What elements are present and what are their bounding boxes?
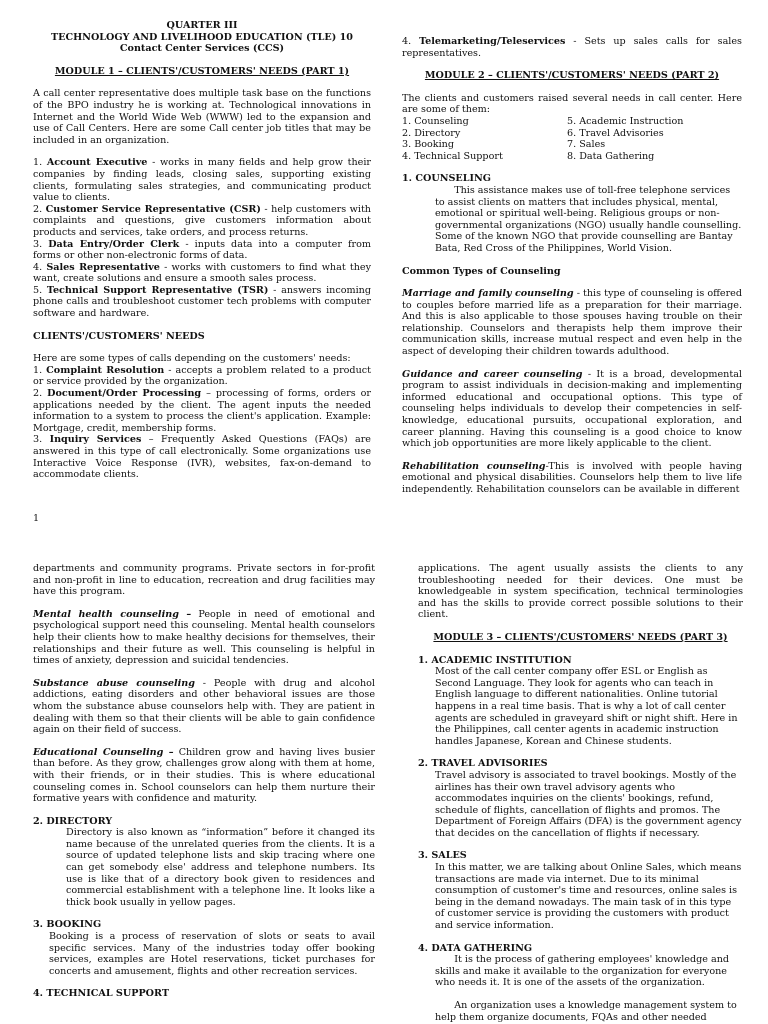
module1-intro: A call center representative does multiple task base on the functions of the BPO industry he is working at. Technological innovations in Internet and the World Wide Web (WWW) led to the expansion and use of Call Centers. Here are some Call center job titles that may be included in an organization. xyxy=(33,88,371,146)
list-item: 8. Data Gathering xyxy=(567,150,655,162)
job-title: Customer Service Representative (CSR) xyxy=(45,203,261,215)
job-number: 5. xyxy=(33,284,43,296)
module2-intro: The clients and customers raised several needs in call center. Here are some of them: xyxy=(402,92,742,116)
job-item-account-executive xyxy=(33,157,371,203)
module3-title: MODULE 3 – CLIENTS'/CUSTOMERS' NEEDS (PART 3) xyxy=(433,631,728,643)
needs-intro: Here are some types of calls depending on the customers' needs: xyxy=(33,353,351,365)
term: Marriage and family counseling xyxy=(402,288,574,300)
call-number: 3. xyxy=(33,434,43,446)
guidance-counseling xyxy=(402,369,742,450)
job-item-sales-rep xyxy=(33,262,371,285)
substance-counseling xyxy=(33,678,375,736)
list-item: 6. Travel Advisories xyxy=(567,127,664,139)
call-item-document xyxy=(33,388,371,434)
job-number: 2. xyxy=(33,203,43,215)
job-desc: - works with customers to find what they want, create solutions and ensure a smooth sales process. xyxy=(33,261,371,285)
travel-heading: 2. TRAVEL ADVISORIES xyxy=(418,758,548,770)
definition: - It is a broad, developmental program to assist individuals in decision-making and implementing informed educational and occupational options. This type of counseling helps individuals to develop their competencies in self-knowledge, educational pursuits, occupational exploration, and career planning. Having this counseling is a good choice to know which job opportunities are more likely applicable to the client. xyxy=(402,368,743,450)
data-gathering-body-2: An organization uses a knowledge management system to help them organize documents, FQAs and other needed xyxy=(435,1000,737,1023)
job-desc: - help customers with complaints and questions, give customers information about products and services, take orders, and process returns. xyxy=(33,203,371,238)
list-item: 5. Academic Instruction xyxy=(567,115,684,127)
term: Mental health counseling – xyxy=(33,608,192,620)
list-item: 2. Directory xyxy=(402,127,461,139)
needs-list-right xyxy=(567,116,737,162)
job-title: Sales Representative xyxy=(46,261,160,273)
counseling-heading: 1. COUNSELING xyxy=(402,173,491,185)
list-item: 4. Technical Support xyxy=(402,150,503,162)
definition: People in need of emotional and psychological support need this counseling. Mental health counselors help their clients how to make healthy decisions for themselves, their relationships and their future as well. This counseling is helpful in times of anxiety, depression and suicidal tendencies. xyxy=(33,608,375,667)
call-title: Document/Order Processing xyxy=(47,388,202,400)
job-number: 4. xyxy=(33,261,43,273)
call-number: 4. xyxy=(402,36,412,47)
call-desc: - accepts a problem related to a product or service provided by the organization. xyxy=(33,364,371,388)
call-title: Inquiry Services xyxy=(49,434,142,446)
tech-support-heading: 4. TECHNICAL SUPPORT xyxy=(33,988,169,1000)
definition: - People with drug and alcohol addictions, eating disorders and other behavioral issues are those whom the substance abuse counselors help with. They are patient in dealing with them so that their clients will be able to gain confidence again on their field of success. xyxy=(33,677,375,736)
job-title: Data Entry/Order Clerk xyxy=(48,238,180,250)
counseling-body: This assistance makes use of toll-free telephone services to assist clients on matters that includes physical, mental, emotional or spiritual well-being. Religious groups or non-governmental organizations (NGO) usually handle counselling. Some of the known NGO that provide counselling are Bantay Bata, Red Cross of the Philippines, World Vision. xyxy=(435,184,742,254)
term: Guidance and career counseling xyxy=(402,368,583,380)
marriage-counseling xyxy=(402,288,742,358)
term: Rehabilitation counseling xyxy=(402,460,546,472)
list-item: 3. Booking xyxy=(402,139,455,151)
job-item-tsr xyxy=(33,285,371,320)
module1-title: MODULE 1 – CLIENTS'/CUSTOMERS' NEEDS (PART 1) xyxy=(54,65,350,77)
job-number: 3. xyxy=(33,238,43,250)
term: Substance abuse counseling xyxy=(33,677,195,689)
bottom-right-column xyxy=(418,563,743,1023)
job-item-csr xyxy=(33,204,371,239)
rehab-counseling xyxy=(402,461,742,496)
page-number: 1 xyxy=(33,513,40,524)
sales-body: In this matter, we are talking about Online Sales, which means transactions are made via internet. Due to its minimal consumption of customer's time and resources, online sales is being in the demand nowadays. The main task of in this type of customer service is providing the customers with product and service information. xyxy=(435,862,742,932)
call-title: Complaint Resolution xyxy=(46,364,165,376)
call-number: 1. xyxy=(33,364,43,376)
bottom-left-column xyxy=(33,563,375,1000)
needs-heading: CLIENTS'/CUSTOMERS' NEEDS xyxy=(33,330,205,342)
needs-list xyxy=(402,116,742,162)
call-title: Telemarketing/Teleservices xyxy=(419,36,566,47)
mental-counseling xyxy=(33,609,375,667)
rehab-continued: departments and community programs. Private sectors in for-profit and non-profit in line to education, recreation and drug facilities may have this program. xyxy=(33,563,375,598)
quarter-title: QUARTER III xyxy=(166,20,238,31)
directory-heading: 2. DIRECTORY xyxy=(33,815,113,827)
academic-body: Most of the call center company offer ESL or English as Second Language. They look for agents who can teach in English language to different nationalities. Online tutorial happens in a real time basis. That is why a lot of call center agents are scheduled in graveyard shift or night shift. Here in the Philippines, call center agents in academic instruction handles Japanese, Korean and Chinese students. xyxy=(435,666,738,747)
top-right-column xyxy=(402,36,742,496)
directory-body: Directory is also known as “information” before it changed its name because of the unrelated queries from the clients. It is a source of updated telephone lists and skip tracing where one can get somebody else' address and telephone numbers. Its use is like that of a directory book given to residences and commercial establishment with a telephone line. It looks like a thick book usually in yellow pages. xyxy=(66,827,375,908)
job-desc: - inputs data into a computer from forms or other non-electronic forms of data. xyxy=(33,238,371,262)
top-left-column xyxy=(33,20,371,481)
job-item-data-entry xyxy=(33,239,371,262)
tech-support-continued: applications. The agent usually assists the clients to any troubleshooting needed for their devices. One must be knowledgeable in system specification, technical terminologies and has the skills to provide correct possible solutions to their client. xyxy=(418,563,743,621)
job-titles-list xyxy=(33,157,371,319)
course-title: Contact Center Services (CCS) xyxy=(119,43,285,55)
definition: - this type of counseling is offered to couples before married life as a preparation for their marriage. And this is also applicable to those spouses having trouble on their relationship. Counselors and therapists help them improve their communication skills, increase mutual respect and even help in the aspect of developing their children towards adulthood. xyxy=(402,288,742,358)
call-desc: – Frequently Asked Questions (FAQs) are answered in this type of call electronically. Some organizations use Interactive Voice Response (IVR), websites, fax-on-demand to accommodate clients. xyxy=(33,434,371,481)
job-title: Technical Support Representative (TSR) xyxy=(46,284,269,296)
booking-body: Booking is a process of reservation of slots or seats to avail specific services. Many of the industries today offer booking services, examples are Hotel reservations, ticket purchases for concerts and amusement, flights and other recreation services. xyxy=(49,931,375,977)
types-heading: Common Types of Counseling xyxy=(402,265,561,277)
call-item-complaint xyxy=(33,365,371,388)
list-item: 7. Sales xyxy=(567,139,606,151)
call-item-telemarketing xyxy=(402,36,742,59)
list-item: 1. Counseling xyxy=(402,115,469,127)
job-desc: - answers incoming phone calls and troubleshoot customer tech problems with computer software and hardware. xyxy=(33,284,371,320)
call-number: 2. xyxy=(33,388,43,400)
sales-heading: 3. SALES xyxy=(418,850,467,862)
job-title: Account Executive xyxy=(46,157,148,169)
module2-title: MODULE 2 – CLIENTS'/CUSTOMERS' NEEDS (PART 2) xyxy=(424,70,720,82)
educational-counseling xyxy=(33,747,375,805)
travel-body: Travel advisory is associated to travel bookings. Mostly of the airlines has their own travel advisory agents who accommodates inquiries on the clients' bookings, refund, schedule of flights, cancellation of flights and promos. The Department of Foreign Affairs (DFA) is the government agency that decides on the cancellation of flights if necessary. xyxy=(435,769,742,839)
subject-title: TECHNOLOGY AND LIVELIHOOD EDUCATION (TLE) 10 xyxy=(51,31,353,43)
data-gathering-heading: 4. DATA GATHERING xyxy=(418,942,533,954)
needs-list-left xyxy=(402,116,567,162)
definition: -This is involved with people having emotional and physical disabilities. Counselors help them to live life independently. Rehabilitation counselors can be available in different xyxy=(402,460,742,495)
term: Educational Counseling – xyxy=(33,746,174,758)
call-desc: - Sets up sales calls for sales representatives. xyxy=(402,36,742,59)
call-item-inquiry xyxy=(33,434,371,480)
academic-heading: 1. ACADEMIC INSTITUTION xyxy=(418,654,572,666)
call-desc: – processing of forms, orders or applications needed by the client. The agent inputs the needed information to a system to process the client's application. Example: Mortgage, credit, membership forms. xyxy=(33,388,371,434)
definition: Children grow and having lives busier than before. As they grow, challenges grow along with them at home, with their friends, or in their studies. This is where educational counseling comes in. School counselors can help them nurture their formative years with confidence and maturity. xyxy=(33,746,375,805)
job-desc: - works in many fields and help grow their companies by finding leads, closing sales, supporting existing clients, formulating sales strategies, and communicating product value to clients. xyxy=(33,157,371,204)
job-number: 1. xyxy=(33,157,43,169)
booking-heading: 3. BOOKING xyxy=(33,919,102,931)
data-gathering-body-1: It is the process of gathering employees' knowledge and skills and make it available to the organization for everyone who needs it. It is one of the assets of the organization. xyxy=(435,954,730,989)
